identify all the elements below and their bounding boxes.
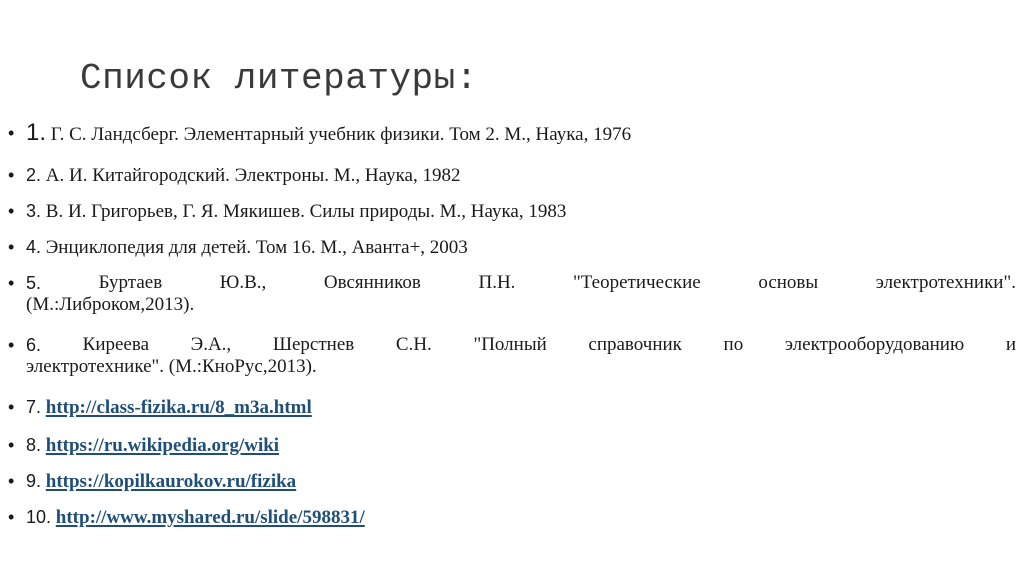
bibliography-item-8 xyxy=(0,434,1024,460)
item-word: Овсянников xyxy=(323,272,421,293)
item-text-line-2: (М.:Либроком,2013). xyxy=(26,294,195,315)
item-word: "Полный xyxy=(473,334,547,355)
item-word: "Теоретические xyxy=(573,272,701,293)
link-myshared[interactable]: http://www.myshared.ru/slide/598831/ xyxy=(55,507,365,528)
item-word: Киреева xyxy=(82,334,150,355)
link-wikipedia[interactable]: https://ru.wikipedia.org/wiki xyxy=(45,435,280,456)
item-word: Буртаев xyxy=(98,272,163,293)
link-kopilkaurokov[interactable]: https://kopilkaurokov.ru/fizika xyxy=(45,471,297,492)
item-number: 8. xyxy=(26,435,42,455)
item-word: и xyxy=(1005,334,1016,355)
item-number: 9. xyxy=(26,471,42,491)
item-word: Ю.В., xyxy=(219,272,267,293)
bibliography-item-1 xyxy=(0,119,1024,152)
bibliography-item-7 xyxy=(0,396,1024,422)
item-text: Г. С. Ландсберг. Элементарный учебник физики. Том 2. М., Наука, 1976 xyxy=(50,124,632,145)
bullet-icon: • xyxy=(8,237,15,257)
item-text-line-1 xyxy=(26,334,1016,356)
item-word: по xyxy=(723,334,744,355)
item-number: 10. xyxy=(26,507,52,527)
bullet-icon: • xyxy=(8,397,15,417)
bullet-icon: • xyxy=(8,435,15,455)
bullet-icon: • xyxy=(8,507,15,527)
item-word: электротехники". xyxy=(875,272,1016,293)
item-word: П.Н. xyxy=(478,272,516,293)
bullet-icon: • xyxy=(8,201,15,221)
item-word: электрооборудованию xyxy=(784,334,965,355)
item-text-line-1 xyxy=(26,272,1016,294)
bibliography-list xyxy=(0,118,1024,532)
item-text: А. И. Китайгородский. Электроны. М., Наука, 1982 xyxy=(45,165,461,186)
bibliography-item-3 xyxy=(0,200,1024,226)
bibliography-item-10 xyxy=(0,506,1024,532)
item-word: С.Н. xyxy=(395,334,432,355)
item-word: справочник xyxy=(588,334,682,355)
bullet-icon: • xyxy=(8,123,15,143)
item-number: 5. xyxy=(26,273,42,293)
link-class-fizika[interactable]: http://class-fizika.ru/8_m3a.html xyxy=(45,397,312,418)
item-number: 7. xyxy=(26,397,42,417)
slide-title: Список литературы: xyxy=(80,58,478,99)
bibliography-item-6 xyxy=(0,334,1024,378)
item-number: 2. xyxy=(26,165,42,185)
bullet-icon: • xyxy=(8,273,15,293)
item-number: 3. xyxy=(26,201,42,221)
bibliography-item-5 xyxy=(0,272,1024,316)
item-number: 6. xyxy=(26,335,42,355)
bullet-icon: • xyxy=(8,335,15,355)
item-text-line-2: электротехнике". (М.:КноРус,2013). xyxy=(26,356,317,377)
item-word: основы xyxy=(758,272,819,293)
bibliography-item-9 xyxy=(0,470,1024,496)
item-text: В. И. Григорьев, Г. Я. Мякишев. Силы природы. М., Наука, 1983 xyxy=(45,201,567,222)
bibliography-item-2 xyxy=(0,164,1024,190)
bullet-icon: • xyxy=(8,471,15,491)
item-word: Э.А., xyxy=(190,334,232,355)
item-number: 1. xyxy=(26,119,47,146)
bullet-icon: • xyxy=(8,165,15,185)
bibliography-item-4 xyxy=(0,236,1024,262)
item-word: Шерстнев xyxy=(272,334,355,355)
item-number: 4. xyxy=(26,237,42,257)
item-text: Энциклопедия для детей. Том 16. М., Аванта+, 2003 xyxy=(45,237,468,258)
